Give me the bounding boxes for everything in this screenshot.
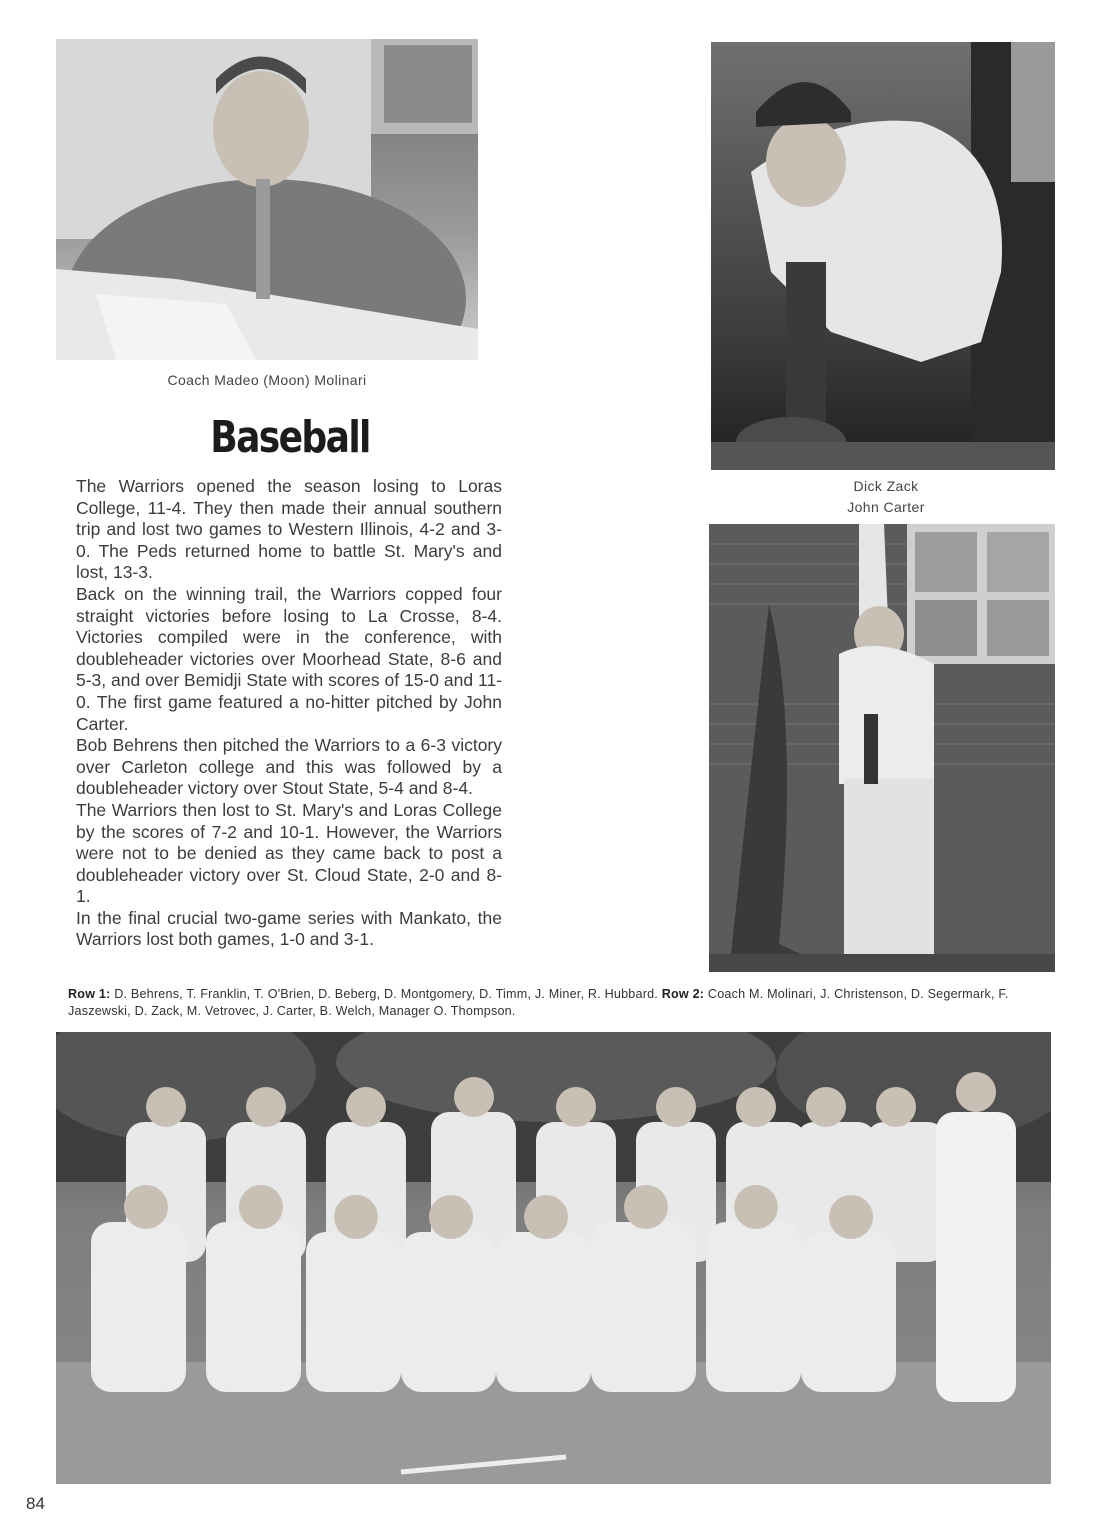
article-paragraph: The Warriors then lost to St. Mary's and Loras College by the scores of 7-2 and 10-1. However, the Warriors were not to be denied as they came back to post a doubleheader victory over St. Cloud State, 2-0 and 8-1. xyxy=(76,799,502,907)
article-paragraph: In the final crucial two-game series with Mankato, the Warriors lost both games, 1-0 and 3-1. xyxy=(76,907,502,950)
team-photo xyxy=(56,1032,1051,1484)
roster-row-label: Row 1: xyxy=(68,987,111,1001)
player-name: John Carter xyxy=(847,499,925,515)
coach-photo xyxy=(56,39,478,360)
article-paragraph: Bob Behrens then pitched the Warriors to a 6-3 victory over Carleton college and this was followed by a doubleheader victory over Stout State, 5-4 and 8-4. xyxy=(76,735,502,799)
roster-row-label: Row 2: xyxy=(661,987,705,1001)
players-caption xyxy=(786,476,986,518)
coach-caption: Coach Madeo (Moon) Molinari xyxy=(167,372,367,388)
player-name: Dick Zack xyxy=(853,478,919,494)
team-roster-caption xyxy=(68,986,1048,1020)
john-carter-photo xyxy=(709,524,1055,972)
page-title: Baseball xyxy=(210,412,370,463)
page-number: 84 xyxy=(26,1494,45,1513)
roster-row-names: Coach M. Molinari, J. Christenson, D. Segermark, F. Jaszewski, D. Zack, M. Vetrovec, J. Carter, B. Welch, Manager O. Thompson. xyxy=(68,987,1009,1018)
article-paragraph: The Warriors opened the season losing to Loras College, 11-4. They then made their annual southern trip and lost two games to Western Illinois, 4-2 and 3-0. The Peds returned home to battle St. Mary's and lost, 13-3. xyxy=(76,476,502,583)
article-body xyxy=(76,476,502,951)
dick-zack-photo xyxy=(711,42,1055,470)
article-paragraph: Back on the winning trail, the Warriors copped four straight victories before losing to La Crosse, 8-4. Victories compiled were in the conference, with doubleheader victories over Moorhead State, 8-6 and 5-3, and over Bemidji State with scores of 15-0 and 11-0. The first game featured a no-hitter pitched by John Carter. xyxy=(76,583,502,734)
roster-row-names: D. Behrens, T. Franklin, T. O'Brien, D. Beberg, D. Montgomery, D. Timm, J. Miner, R. Hubbard. xyxy=(114,987,659,1001)
